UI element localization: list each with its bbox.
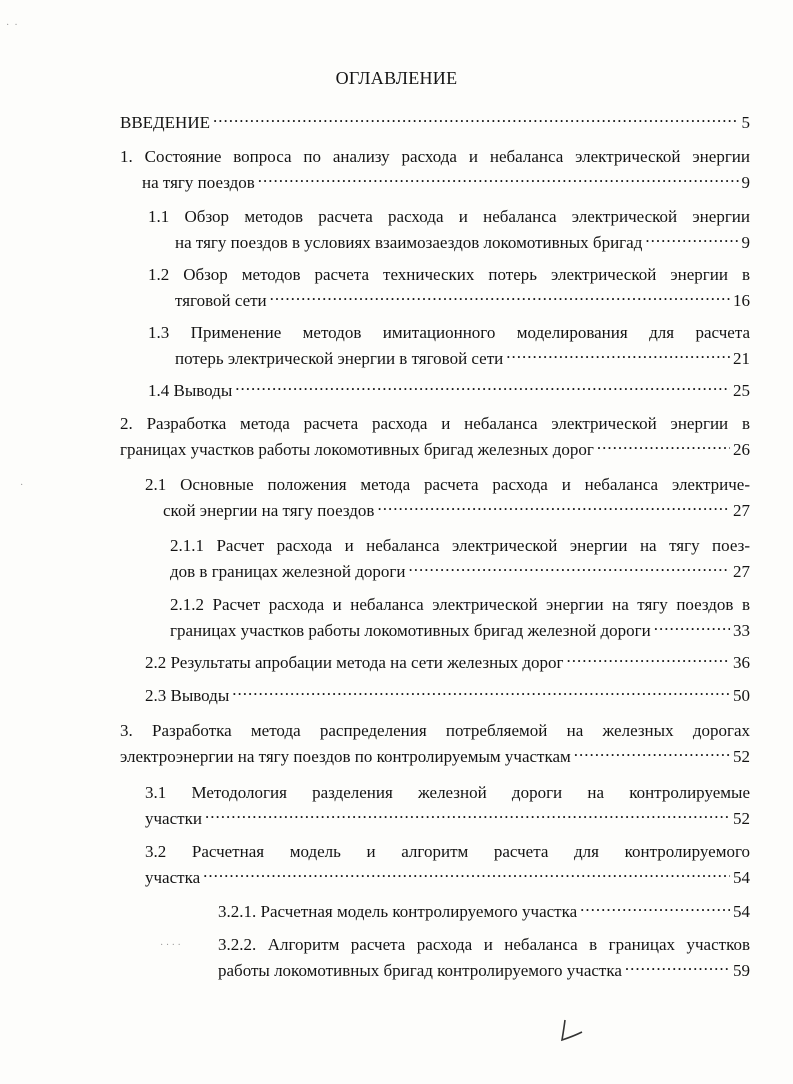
toc-entry-text: 3.1 Методология разделения железной дороги на контролируемые <box>145 783 750 802</box>
dot-leader <box>232 684 730 701</box>
toc-entry-chapter-3 <box>120 718 750 770</box>
toc-entry-text: ской энергии на тягу поездов <box>163 501 375 520</box>
dot-leader <box>506 347 730 364</box>
dot-leader <box>567 651 730 668</box>
toc-entry-2-2 <box>145 650 750 676</box>
toc-entry-2-1 <box>145 472 750 524</box>
toc-entry-text: 2.1.2 Расчет расхода и небаланса электрической энергии на тягу поездов в <box>170 595 750 614</box>
toc-page-number: 9 <box>741 233 750 252</box>
toc-entry-2-1-2 <box>170 592 750 644</box>
toc-entry-text: дов в границах железной дороги <box>170 562 406 581</box>
toc-entry-text: 2.2 Результаты апробации метода на сети железных дорог <box>145 653 564 672</box>
toc-entry-introduction <box>120 110 750 136</box>
toc-entry-text: работы локомотивных бригад контролируемого участка <box>218 961 622 980</box>
toc-entry-text: участка <box>145 868 201 887</box>
toc-page-number: 9 <box>741 173 750 192</box>
toc-entry-1-3 <box>148 320 750 372</box>
toc-page-number: 33 <box>733 621 750 640</box>
toc-entry-text: 1.4 Выводы <box>148 381 233 400</box>
toc-entry-chapter-1 <box>120 144 750 196</box>
dot-leader <box>654 619 730 636</box>
toc-entry-1-2 <box>148 262 750 314</box>
dot-leader <box>645 231 738 248</box>
toc-page-number: 59 <box>733 961 750 980</box>
dot-leader <box>580 900 730 917</box>
toc-entry-text: 2. Разработка метода расчета расхода и небаланса электрической энергии в <box>120 414 750 433</box>
dot-leader <box>377 499 730 516</box>
handwritten-mark-icon <box>560 1018 586 1052</box>
toc-page-number: 5 <box>741 113 750 132</box>
toc-page-number: 54 <box>733 902 750 921</box>
toc-entry-text: 2.1 Основные положения метода расчета расхода и небаланса электриче- <box>145 475 750 494</box>
toc-entry-text: 3.2.1. Расчетная модель контролируемого участка <box>218 902 578 921</box>
dot-leader <box>235 379 730 396</box>
dot-leader <box>409 560 731 577</box>
toc-entry-text: 1.2 Обзор методов расчета технических потерь электрической энергии в <box>148 265 750 284</box>
toc-entry-3-2-1 <box>218 899 750 925</box>
toc-entry-text: тяговой сети <box>175 291 267 310</box>
toc-entry-text: 1.3 Применение методов имитационного моделирования для расчета <box>148 323 750 342</box>
scan-noise: · <box>20 480 24 491</box>
toc-entry-text: участки <box>145 809 202 828</box>
toc-page-number: 26 <box>733 440 750 459</box>
toc-entry-3-2 <box>145 839 750 891</box>
dot-leader <box>205 807 730 824</box>
toc-entry-text: потерь электрической энергии в тяговой сети <box>175 349 504 368</box>
toc-page-number: 36 <box>733 653 750 672</box>
toc-entry-3-2-2 <box>218 932 750 984</box>
toc-entry-text: 2.1.1 Расчет расхода и небаланса электрической энергии на тягу поез- <box>170 536 750 555</box>
toc-entry-2-3 <box>145 683 750 709</box>
scan-noise: · · <box>6 20 18 31</box>
toc-entry-text: на тягу поездов в условиях взаимозаездов локомотивных бригад <box>175 233 643 252</box>
toc-entry-text: 1. Состояние вопроса по анализу расхода и небаланса электрической энергии <box>120 147 750 166</box>
page-title: ОГЛАВЛЕНИЕ <box>335 68 458 88</box>
scan-noise: · · · · <box>160 940 181 951</box>
dot-leader <box>270 289 730 306</box>
toc-page-number: 25 <box>733 381 750 400</box>
toc-entry-text: 2.3 Выводы <box>145 686 230 705</box>
dot-leader <box>597 438 730 455</box>
toc-page-number: 50 <box>733 686 750 705</box>
toc-page-number: 27 <box>733 501 750 520</box>
toc-page-number: 54 <box>733 868 750 887</box>
toc-page-number: 52 <box>733 809 750 828</box>
toc-entry-chapter-2 <box>120 411 750 463</box>
toc-page-number: 16 <box>733 291 750 310</box>
toc-entry-text: на тягу поездов <box>142 173 255 192</box>
toc-entry-1-1 <box>148 204 750 256</box>
toc-entry-2-1-1 <box>170 533 750 585</box>
dot-leader <box>258 171 739 188</box>
toc-entry-text: 3. Разработка метода распределения потребляемой на железных дорогах <box>120 721 750 740</box>
toc-entry-3-1 <box>145 780 750 832</box>
toc-entry-text: 3.2 Расчетная модель и алгоритм расчета для контролируемого <box>145 842 750 861</box>
toc-entry-text: электроэнергии на тягу поездов по контролируемым участкам <box>120 747 571 766</box>
toc-page-number: 52 <box>733 747 750 766</box>
toc-entry-1-4 <box>148 378 750 404</box>
toc-page-number: 21 <box>733 349 750 368</box>
toc-page-number: 27 <box>733 562 750 581</box>
toc-entry-text: 3.2.2. Алгоритм расчета расхода и небаланса в границах участков <box>218 935 750 954</box>
toc-entry-text: границах участков работы локомотивных бригад железных дорог <box>120 440 594 459</box>
dot-leader <box>625 959 730 976</box>
toc-entry-text: границах участков работы локомотивных бригад железной дороги <box>170 621 651 640</box>
dot-leader <box>203 866 730 883</box>
toc-entry-text: ВВЕДЕНИЕ <box>120 113 210 132</box>
dot-leader <box>574 745 730 762</box>
toc-entry-text: 1.1 Обзор методов расчета расхода и небаланса электрической энергии <box>148 207 750 226</box>
dot-leader <box>213 111 739 128</box>
